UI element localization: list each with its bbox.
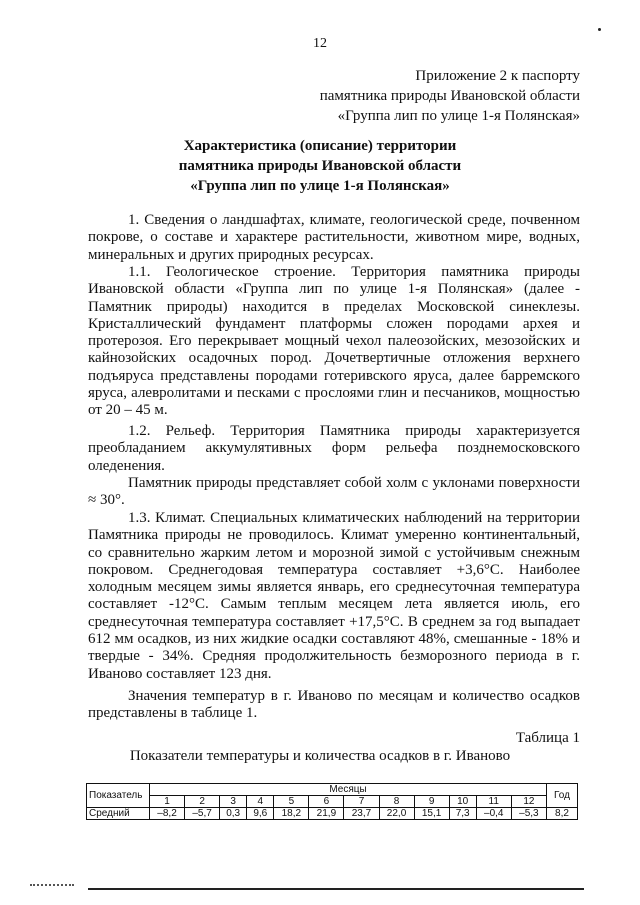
- value-cell: –5,7: [185, 808, 220, 820]
- value-cell: 15,1: [414, 808, 449, 820]
- title-line: памятника природы Ивановской области: [178, 158, 462, 174]
- paragraph-geology: 1.1. Геологическое строение. Территория памятника природы Ивановской области «Группа лип по улице 1-я Полянская» (далее - Памятник природы) находится в пределах Московской синеклезы. Кристаллический фундамент платформы сложен породами архея и протерозоя. Его перекрывает мощный чехол палеозойских, мезозойских и кайнозойских осадочных пород. Дочетвертичные отложения верхнего подъяруса представлены породами готеривского яруса, далее барремского яруса, алевролитами и песками с прослоями глин и песчаников, мощностью от 20 – 45 м.: [88, 264, 580, 419]
- value-cell: 23,7: [344, 808, 379, 820]
- appendix-line: «Группа лип по улице 1-я Полянская»: [337, 108, 580, 124]
- appendix-line: памятника природы Ивановской области: [319, 88, 580, 104]
- month-cell: 9: [414, 796, 449, 808]
- table-title: Показатели температуры и количества осадков в г. Иваново: [129, 748, 511, 764]
- value-cell: 18,2: [274, 808, 309, 820]
- month-cell: 8: [379, 796, 414, 808]
- value-cell: 0,3: [220, 808, 247, 820]
- value-cell: –8,2: [150, 808, 185, 820]
- paragraph-table-ref: Значения температур в г. Иваново по месяцам и количество осадков представлены в таблице 1.: [88, 688, 580, 722]
- year-value-cell: 8,2: [547, 808, 578, 820]
- month-cell: 4: [247, 796, 274, 808]
- page-number: 12: [313, 36, 327, 51]
- table-row: [87, 808, 578, 820]
- appendix-note: [320, 66, 580, 126]
- table-caption: Таблица 1: [515, 730, 580, 746]
- month-cell: 5: [274, 796, 309, 808]
- month-cell: 1: [150, 796, 185, 808]
- paragraph-landscapes: 1. Сведения о ландшафтах, климате, геологической среде, почвенном покрове, о составе и характере растительности, животном мире, водных, минеральных и других природных ресурсах.: [88, 212, 580, 263]
- month-cell: 2: [185, 796, 220, 808]
- row-label: Средний: [87, 808, 150, 820]
- paragraph-climate: 1.3. Климат. Специальных климатических наблюдений на территории Памятника природы не проводилось. Климат умеренно континентальный, со сравнительно жарким летом и морозной зимой с устойчивым снежным покровом. Среднегодовая температура составляет +3,6°С. Наиболее холодным месяцем зимы является январь, его среднесуточная температура составляет -12°С. Самым теплым месяцем лета является июль, его среднесуточная температура составляет +17,5°С. В среднем за год выпадает 612 мм осадков, из них жидкие осадки составляют 48%, смешанные - 18% и твердые - 34%. Средняя продолжительность безморозного периода в г. Иваново составляет 123 дня.: [88, 510, 580, 682]
- document-title: [0, 136, 640, 196]
- value-cell: 9,6: [247, 808, 274, 820]
- month-cell: 11: [476, 796, 511, 808]
- value-cell: 7,3: [449, 808, 476, 820]
- table-months-row: [87, 796, 578, 808]
- appendix-line: Приложение 2 к паспорту: [415, 68, 580, 84]
- title-line: «Группа лип по улице 1-я Полянская»: [190, 178, 450, 194]
- table-header-row: [87, 784, 578, 796]
- title-line: Характеристика (описание) территории: [183, 138, 457, 154]
- value-cell: 22,0: [379, 808, 414, 820]
- month-cell: 7: [344, 796, 379, 808]
- temperature-table: [86, 783, 578, 820]
- header-year: Год: [547, 784, 578, 808]
- paragraph-relief: 1.2. Рельеф. Территория Памятника природы характеризуется преобладанием аккумулятивных форм рельефа позднемосковского оледенения.: [88, 423, 580, 474]
- month-cell: 3: [220, 796, 247, 808]
- month-cell: 10: [449, 796, 476, 808]
- month-cell: 6: [309, 796, 344, 808]
- value-cell: –5,3: [511, 808, 546, 820]
- month-cell: 12: [511, 796, 546, 808]
- header-indicator: Показатель: [87, 784, 150, 808]
- scan-edge-line: [88, 888, 584, 890]
- value-cell: –0,4: [476, 808, 511, 820]
- paragraph-hill: Памятник природы представляет собой холм с уклонами поверхности ≈ 30°.: [88, 475, 580, 509]
- scan-edge-dots: [30, 884, 74, 886]
- header-months: Месяцы: [150, 784, 547, 796]
- value-cell: 21,9: [309, 808, 344, 820]
- scan-speck: [598, 28, 601, 31]
